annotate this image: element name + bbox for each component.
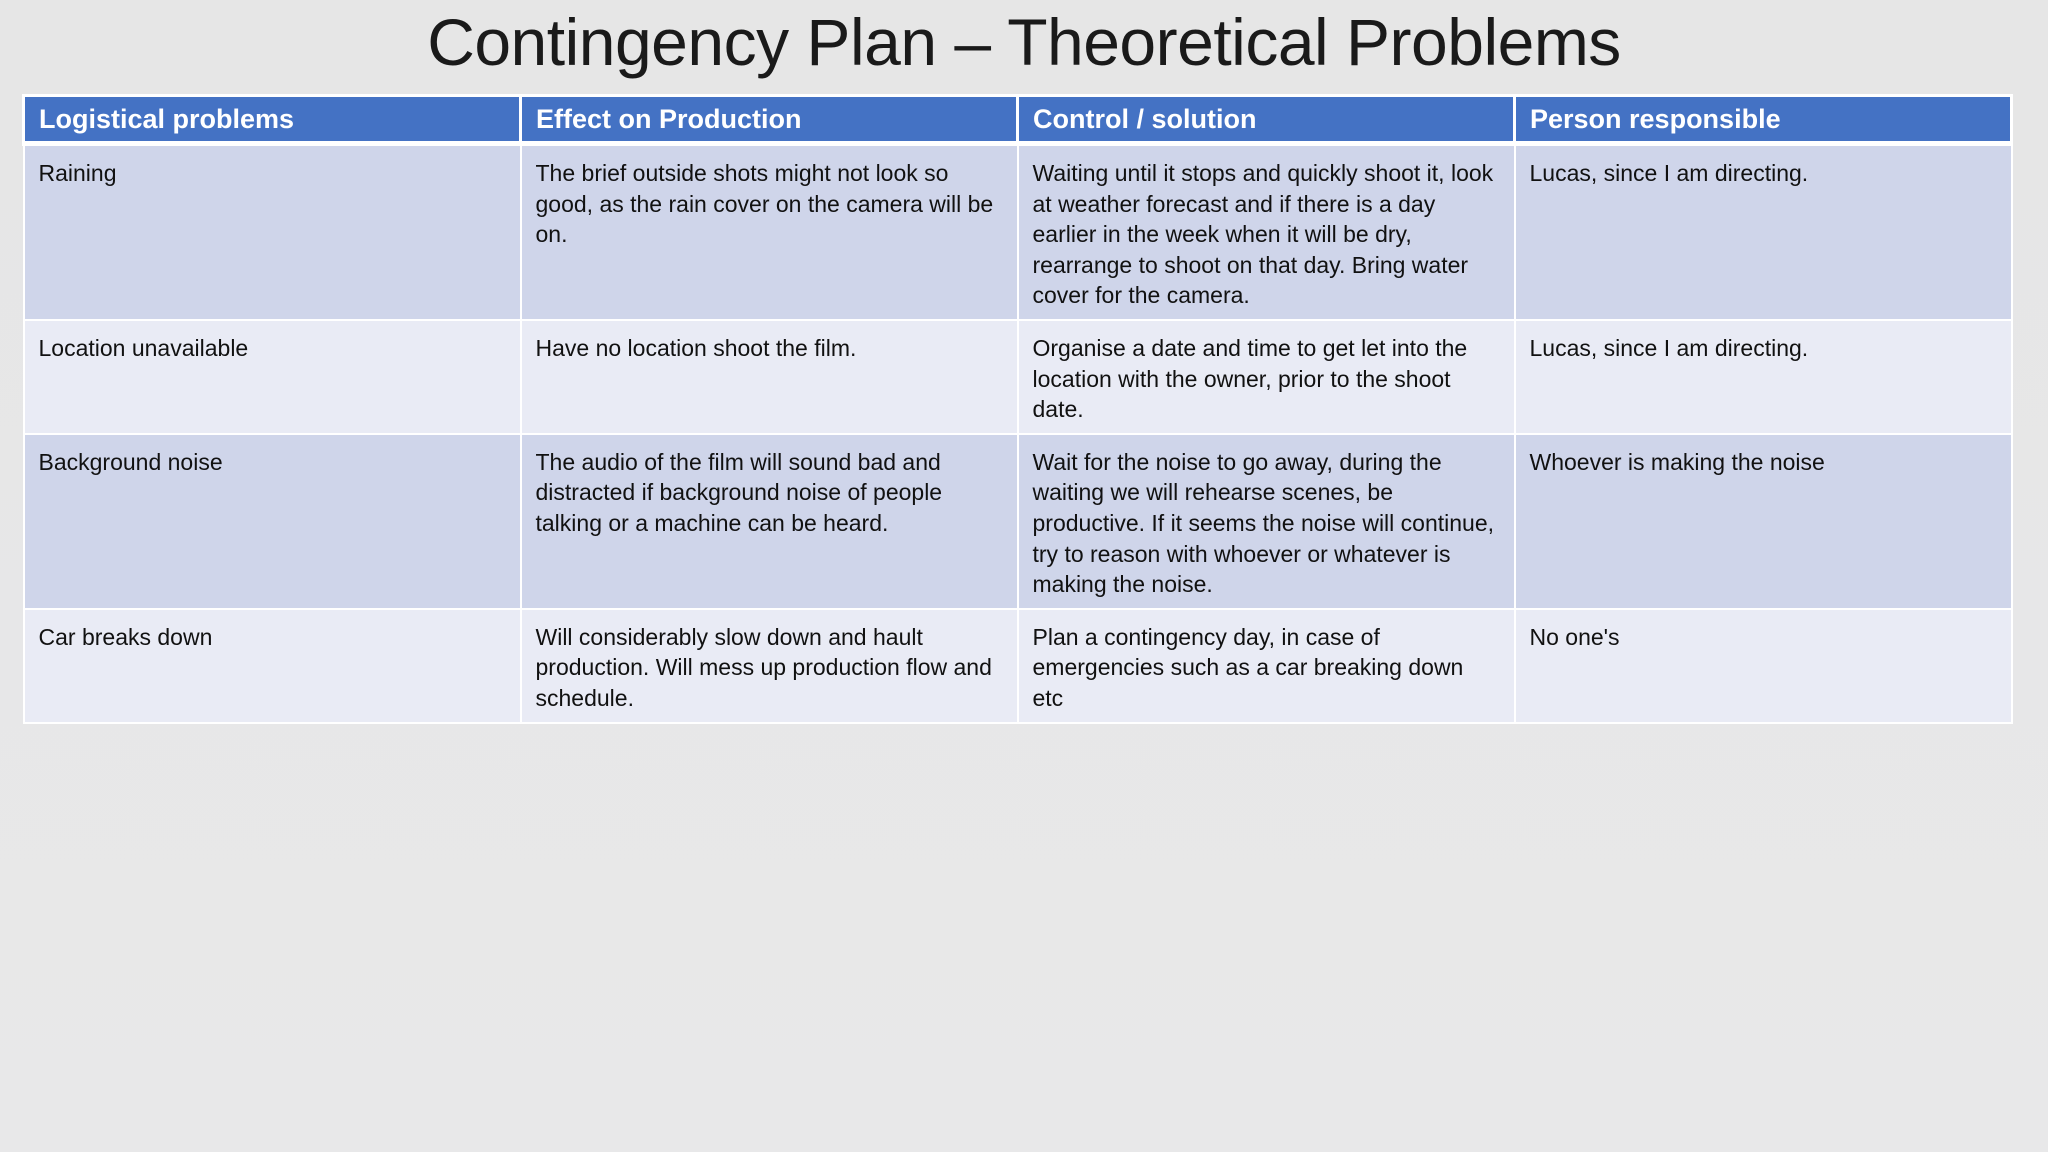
cell-problem: Location unavailable	[24, 320, 521, 434]
header-effect-on-production: Effect on Production	[521, 96, 1018, 144]
cell-solution: Waiting until it stops and quickly shoot it, look at weather forecast and if there is a day earlier in the week when it will be dry, rearrange to shoot on that day. Bring water cover for the camera.	[1018, 144, 1515, 320]
cell-person: Lucas, since I am directing.	[1515, 320, 2012, 434]
header-control-solution: Control / solution	[1018, 96, 1515, 144]
cell-solution: Wait for the noise to go away, during the waiting we will rehearse scenes, be productive. If it seems the noise will continue, try to reason with whoever or whatever is making the noise.	[1018, 434, 1515, 609]
cell-person: Whoever is making the noise	[1515, 434, 2012, 609]
cell-person: No one's	[1515, 609, 2012, 723]
slide-title: Contingency Plan – Theoretical Problems	[427, 5, 1621, 79]
table-row	[24, 434, 2012, 609]
table-row	[24, 609, 2012, 723]
cell-effect: Will considerably slow down and hault production. Will mess up production flow and schedule.	[521, 609, 1018, 723]
table-row	[24, 320, 2012, 434]
cell-solution: Plan a contingency day, in case of emergencies such as a car breaking down etc	[1018, 609, 1515, 723]
header-person-responsible: Person responsible	[1515, 96, 2012, 144]
cell-problem: Car breaks down	[24, 609, 521, 723]
cell-solution: Organise a date and time to get let into the location with the owner, prior to the shoot date.	[1018, 320, 1515, 434]
contingency-table	[22, 94, 2013, 724]
cell-effect: Have no location shoot the film.	[521, 320, 1018, 434]
cell-effect: The brief outside shots might not look so good, as the rain cover on the camera will be on.	[521, 144, 1018, 320]
cell-person: Lucas, since I am directing.	[1515, 144, 2012, 320]
header-logistical-problems: Logistical problems	[24, 96, 521, 144]
cell-problem: Background noise	[24, 434, 521, 609]
table-header-row	[24, 96, 2012, 144]
cell-effect: The audio of the film will sound bad and distracted if background noise of people talking or a machine can be heard.	[521, 434, 1018, 609]
table-row	[24, 144, 2012, 320]
cell-problem: Raining	[24, 144, 521, 320]
